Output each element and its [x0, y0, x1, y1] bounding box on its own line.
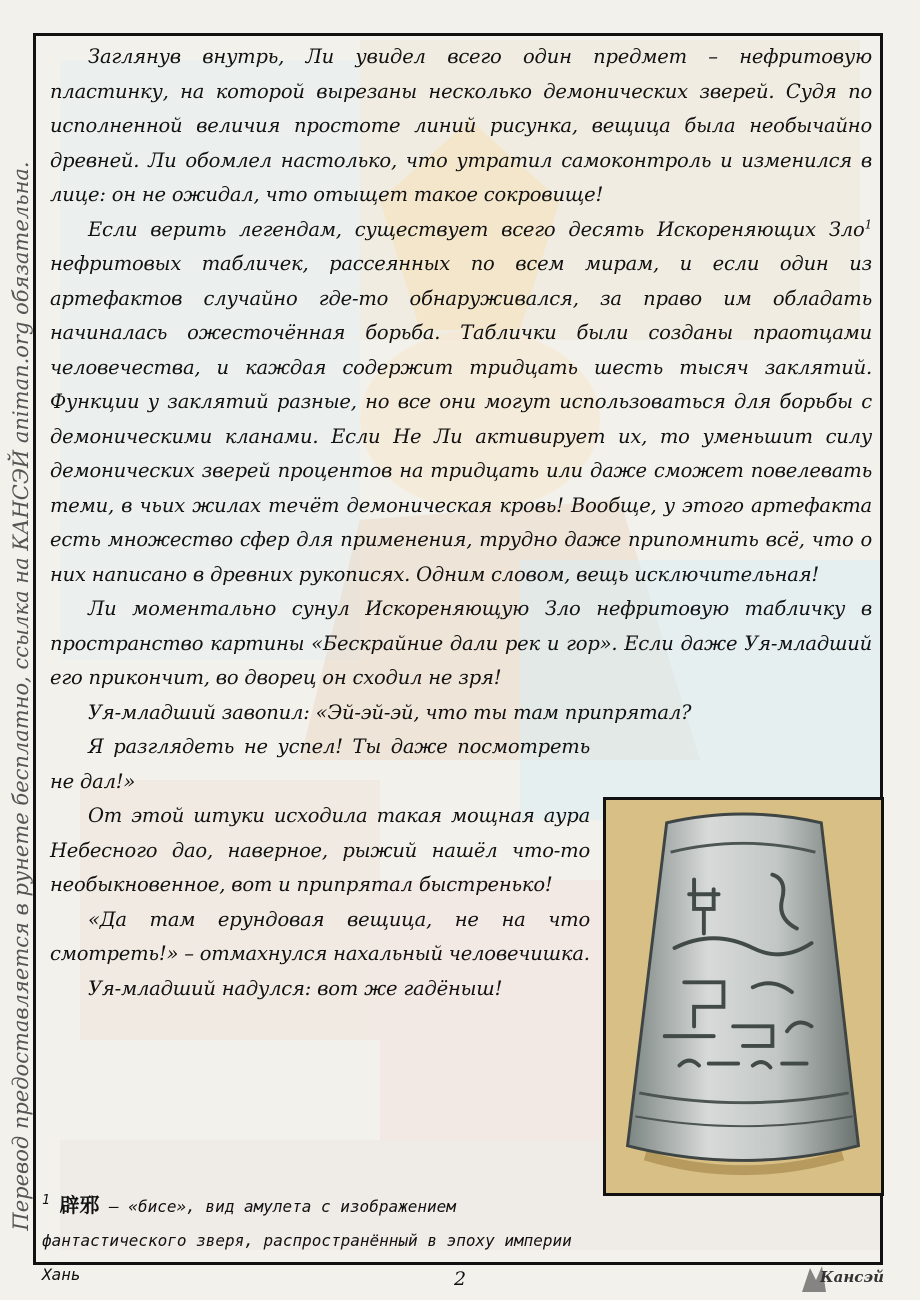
paragraph-6: От этой штуки исходила такая мощная аура Небесного дао, наверное, рыжий нашёл что-то необыкновенное, вот и припрятал быстренько!	[50, 804, 590, 896]
page-number: 2	[453, 1268, 467, 1290]
paragraph-3: Ли моментально сунул Искореняющую Зло нефритовую табличку в пространство картины «Бескрайние дали рек и гор». Если даже Уя-младший его прикончит, во дворец он сходил не зря!	[50, 597, 872, 689]
paragraph-5: Я разглядеть не успел! Ты даже посмотреть не дал!»	[50, 735, 590, 793]
side-note-text: Перевод предоставляется в рунете бесплатно, ссылка на КАНСЭЙ animan.org обязательна.	[9, 161, 33, 1231]
footnote-text: – «бисе», вид амулета с изображением фантастического зверя, распространённый в эпоху империи Хань	[42, 1197, 572, 1284]
footnote-number: 1	[42, 1193, 50, 1208]
footnote-marker: 1	[864, 217, 872, 231]
paragraph-8: Уя-младший надулся: вот же гадёныш!	[88, 976, 503, 1000]
jade-tablet-icon	[606, 800, 881, 1193]
jade-tablet-illustration	[603, 797, 884, 1196]
logo-text: Кансэй	[820, 1268, 885, 1286]
paragraph-7: «Да там ерундовая вещица, не на что смотреть!» – отмахнулся нахальный человечишка.	[50, 907, 590, 965]
translator-side-note	[4, 161, 38, 1231]
footnote-term: 辟邪	[59, 1193, 100, 1217]
paragraph-2: Если верить легендам, существует всего десять Искореняющих Зло$^1$ нефритовых табличек, рассеянных по всем мирам, и если один из артефактов случайно где-то обнаруживался, за право им обладать начиналась ожесточённая борьба. Таблички были созданы праотцами человечества, и каждая содержит тридцать шесть тысяч заклятий. Функции у заклятий разные, но все они могут использоваться для борьбы с демоническими кланами. Если Не Ли активирует их, то уменьшит силу демонических зверей процентов на тридцать или даже сможет повелевать теми, в чьих жилах течёт демоническая кровь! Вообще, у этого артефакта есть множество сфер для применения, трудно даже припомнить всё, что о них написано в древних рукописях. Одним словом, вещь исключительная!	[50, 217, 872, 586]
paragraph-1: Заглянув внутрь, Ли увидел всего один предмет – нефритовую пластинку, на которой вырезаны несколько демонических зверей. Судя по исполненной величия простоте линий рисунка, вещица была необычайно древней. Ли обомлел настолько, что утратил самоконтроль и изменился в лице: он не ожидал, что отыщет такое сокровище!	[50, 45, 872, 206]
kansei-logo	[796, 1262, 892, 1296]
footnote	[42, 1188, 602, 1292]
paragraph-4: Уя-младший завопил: «Эй-эй-эй, что ты там припрятал?	[88, 700, 692, 724]
